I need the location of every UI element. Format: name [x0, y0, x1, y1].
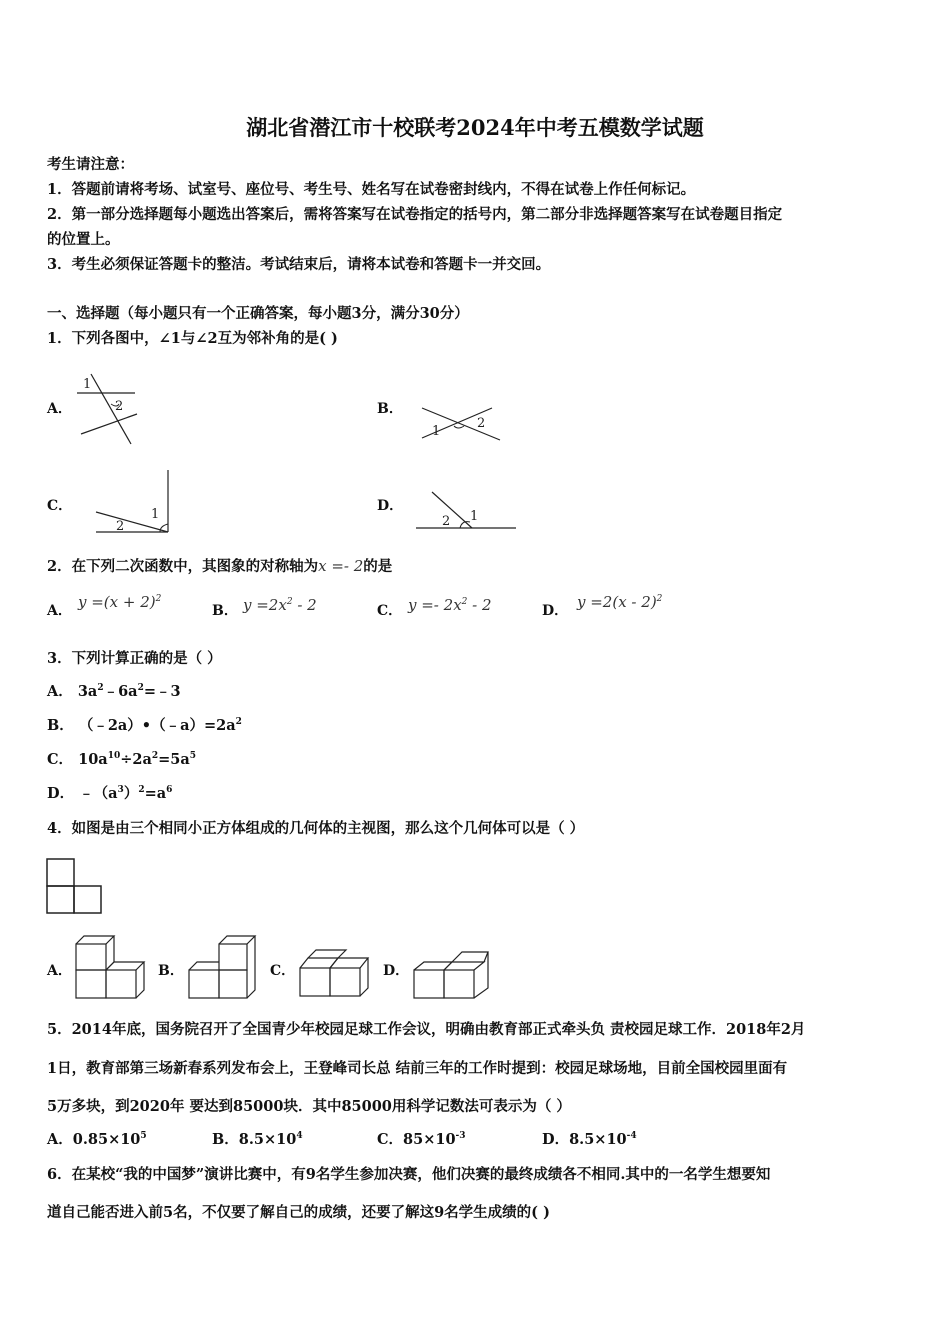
q4-option-c-label: C． — [270, 963, 296, 979]
q1-option-d-label: D． — [377, 498, 404, 514]
q5-option-a: A．$0.85\times 10^5$ — [47, 1131, 147, 1148]
q2-stem-suffix: 的是 — [363, 558, 393, 575]
q1-figure-d — [414, 488, 518, 534]
q4-figure-d — [412, 946, 490, 1000]
q5-line-2: 1日，教育部第三场新春系列发布会上，王登峰司长总 结前三年的工作时提到：校园足球场地，目前全国校园里面有 — [47, 1060, 788, 1077]
q1-option-b-label: B． — [377, 401, 403, 417]
q4-option-a-label: A． — [47, 963, 72, 979]
q1-figure-c — [92, 468, 174, 536]
notice-item-3: 3．考生必须保证答题卡的整洁。考试结束后，请将本试卷和答题卡一并交回。 — [47, 256, 551, 273]
q2-option-c-expr: $y =- 2x^2 - 2$ — [408, 596, 492, 614]
page-title: 湖北省潜江市十校联考2024年中考五模数学试题 — [246, 115, 704, 140]
q1-figure-b — [418, 400, 506, 446]
notice-item-2-cont: 的位置上。 — [47, 231, 120, 248]
q1d-angle-1: 1 — [470, 509, 479, 524]
section-heading: 一、选择题（每小题只有一个正确答案，每小题3分，满分30分） — [47, 305, 469, 322]
q2-option-d-label: D． — [542, 603, 569, 619]
q2-stem-prefix: 2．在下列二次函数中，其图象的对称轴为 — [47, 558, 319, 575]
q4-figure-c — [298, 948, 368, 1000]
q4-figure-a — [74, 930, 144, 1000]
q2-option-c-label: C． — [377, 603, 403, 619]
q3-option-c: C． $10a^{10}\div 2a^2=5a^5$ — [47, 751, 197, 768]
q2-option-b-label: B． — [212, 603, 238, 619]
q4-stem: 4．如图是由三个相同小正方体组成的几何体的主视图，那么这个几何体可以是（ ） — [47, 820, 585, 837]
q2-option-a-expr: $y =(x + 2)^2$ — [78, 593, 162, 611]
q2-stem-math: x =- 2 — [318, 557, 364, 575]
q3-stem: 3．下列计算正确的是（ ） — [47, 650, 222, 667]
q2-stem — [47, 555, 392, 576]
q4-option-b-label: B． — [158, 963, 184, 979]
q1-option-a-label: A． — [47, 401, 72, 417]
q1-stem: 1．下列各图中，∠1与∠2互为邻补角的是( ) — [47, 330, 338, 347]
q1a-angle-2: 2 — [115, 399, 124, 414]
q3-option-a: A． $3a^2﹣6a^2=﹣3$ — [47, 683, 181, 700]
q2-option-d-expr: y =2(x - 2)$^2$ — [577, 593, 663, 611]
q3-option-d: D． $﹣(a^3)^2=a^6$ — [47, 785, 173, 802]
q4-front-view — [46, 858, 104, 916]
q6-line-1: 6．在某校“我的中国梦”演讲比赛中，有9名学生参加决赛，他们决赛的最终成绩各不相同.其中的一名学生想要知 — [47, 1166, 771, 1183]
q4-option-d-label: D． — [383, 963, 410, 979]
q1-figure-a — [75, 368, 145, 450]
notice-item-2: 2．第一部分选择题每小题选出答案后，需将答案写在试卷指定的括号内，第二部分非选择题答案写在试卷题目指定 — [47, 206, 783, 223]
q5-option-d: D．$8.5\times 10^{-4}$ — [542, 1131, 637, 1148]
q4-figure-b — [187, 932, 257, 1000]
q3-option-b: B． $(﹣2a)•(﹣a)=2a^2$ — [47, 717, 242, 734]
q2-option-b-expr: $y =2x^2 - 2$ — [243, 596, 317, 614]
q5-line-1: 5．2014年底，国务院召开了全国青少年校园足球工作会议，明确由教育部正式牵头负 责校园足球工作．2018年2月 — [47, 1021, 806, 1038]
q1d-angle-2: 2 — [442, 514, 451, 529]
notice-item-1: 1．答题前请将考场、试室号、座位号、考生号、姓名写在试卷密封线内，不得在试卷上作任何标记。 — [47, 181, 696, 198]
q1c-angle-2: 2 — [116, 519, 125, 534]
q6-line-2: 道自己能否进入前5名，不仅要了解自己的成绩，还要了解这9名学生成绩的( ) — [47, 1204, 550, 1221]
q1b-angle-2: 2 — [477, 416, 486, 431]
q1a-angle-1: 1 — [83, 377, 92, 392]
q2-option-a-label: A． — [47, 603, 72, 619]
q5-line-3: 5万多块，到2020年 要达到85000块．其中85000用科学记数法可表示为（ ） — [47, 1098, 571, 1115]
q1-option-c-label: C． — [47, 498, 73, 514]
q1b-angle-1: 1 — [432, 424, 441, 439]
q1c-angle-1: 1 — [151, 507, 160, 522]
q5-option-c: C．$85\times 10^{-3}$ — [377, 1131, 466, 1148]
q5-option-b: B．$8.5\times 10^4$ — [212, 1131, 303, 1148]
notice-heading: 考生请注意： — [47, 156, 134, 173]
